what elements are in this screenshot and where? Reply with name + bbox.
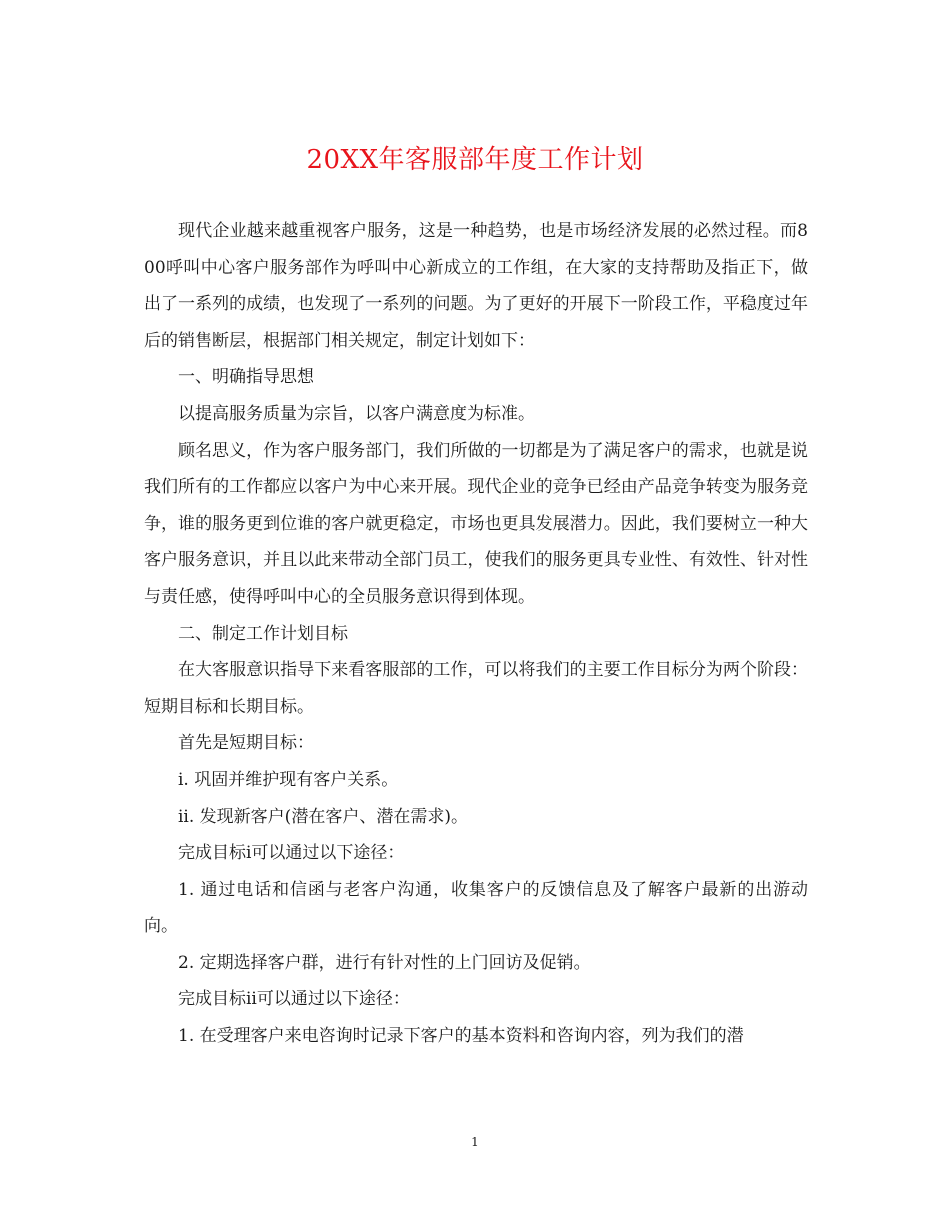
paragraph: 现代企业越来越重视客户服务，这是一种趋势，也是市场经济发展的必然过程。而800呼叫中心客户服务部作为呼叫中心新成立的工作组，在大家的支持帮助及指正下，做出了一系列的成绩，也发现了一系列的问题。为了更好的开展下一阶段工作，平稳度过年后的销售断层，根据部门相关规定，制定计划如下： <box>144 221 808 351</box>
paragraph: 完成目标ii可以通过以下途径： <box>178 989 410 1010</box>
section-heading: 一、明确指导思想 <box>178 367 314 388</box>
page-number: 1 <box>471 1135 479 1149</box>
paragraph: 在大客服意识指导下来看客服部的工作，可以将我们的主要工作目标分为两个阶段：短期目标和长期目标。 <box>144 660 808 717</box>
paragraph: 以提高服务质量为宗旨，以客户满意度为标准。 <box>178 403 535 424</box>
list-item: 2. 定期选择客户群，进行有针对性的上门回访及促销。 <box>178 952 591 973</box>
paragraph: 完成目标i可以通过以下途径： <box>178 843 405 864</box>
list-item: 1. 在受理客户来电咨询时记录下客户的基本资料和咨询内容，列为我们的潜 <box>178 1026 744 1047</box>
list-item: i. 巩固并维护现有客户关系。 <box>178 769 399 790</box>
paragraph: 首先是短期目标： <box>178 733 314 754</box>
paragraph: 顾名思义，作为客户服务部门，我们所做的一切都是为了满足客户的需求，也就是说我们所有的工作都应以客户为中心来开展。现代企业的竞争已经由产品竞争转变为服务竞争，谁的服务更到位谁的客户就更稳定，市场也更具发展潜力。因此，我们要树立一种大客户服务意识，并且以此来带动全部门员工，使我们的服务更具专业性、有效性、针对性与责任感，使得呼叫中心的全员服务意识得到体现。 <box>144 440 808 607</box>
list-item: ii. 发现新客户(潜在客户、潜在需求)。 <box>178 806 468 827</box>
document-body <box>144 213 808 1055</box>
section-heading: 二、制定工作计划目标 <box>178 623 348 644</box>
list-item: 1. 通过电话和信函与老客户沟通，收集客户的反馈信息及了解客户最新的出游动向。 <box>144 879 808 937</box>
document-title: 20XX年客服部年度工作计划 <box>306 145 644 175</box>
